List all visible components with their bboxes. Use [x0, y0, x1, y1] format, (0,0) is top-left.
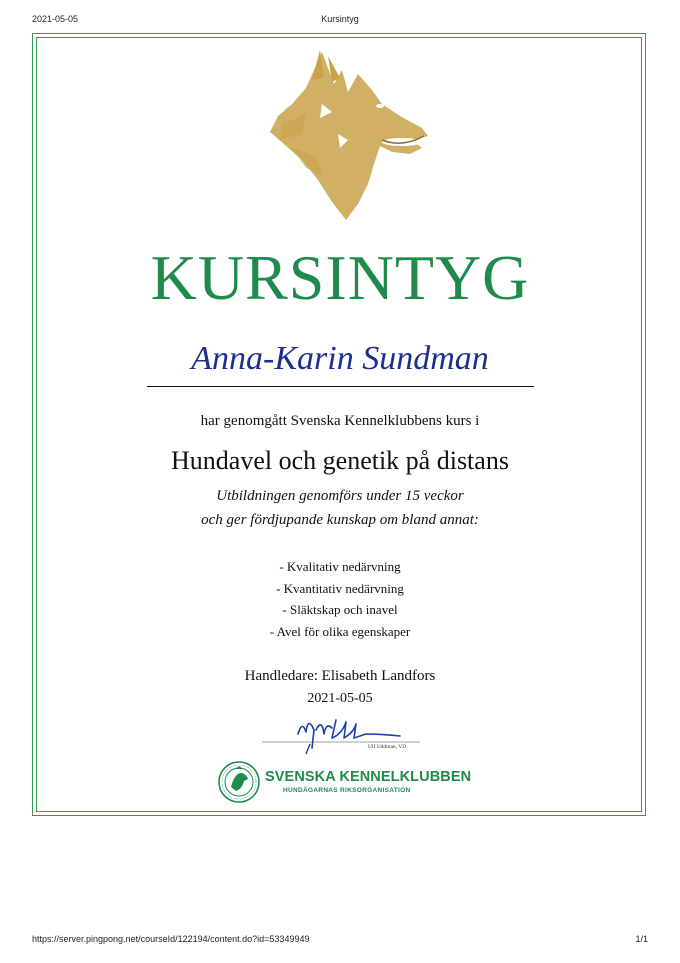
- name-underline: [147, 386, 534, 387]
- print-url: https://server.pingpong.net/courseId/122194/content.do?id=53349949: [32, 934, 310, 944]
- course-description-line: och ger fördjupande kunskap om bland annat:: [201, 512, 479, 528]
- recipient-name: Anna-Karin Sundman: [191, 340, 489, 377]
- topic-list: [0, 556, 680, 642]
- page-count: 1/1: [635, 934, 648, 944]
- topic-item: - Kvalitativ nedärvning: [279, 559, 401, 574]
- issue-date: 2021-05-05: [307, 691, 373, 706]
- topic-item: - Släktskap och inavel: [282, 602, 398, 617]
- organization-name: SVENSKA KENNELKLUBBEN: [265, 769, 472, 785]
- certificate-title: KURSINTYG: [150, 242, 530, 313]
- course-intro: har genomgått Svenska Kennelklubbens kurs i: [200, 413, 480, 429]
- supervisor: Handledare: Elisabeth Landfors: [244, 668, 436, 684]
- signer-name: Ulf Uddman, VD: [368, 744, 407, 750]
- print-date: 2021-05-05: [32, 14, 79, 24]
- print-footer: [0, 934, 680, 948]
- dog-head-illustration-icon: [262, 44, 432, 224]
- print-header: [0, 14, 680, 28]
- print-title: Kursintyg: [321, 14, 359, 24]
- course-description-line: Utbildningen genomförs under 15 veckor: [216, 488, 464, 504]
- kennel-club-seal-icon: [218, 761, 260, 803]
- topic-item: - Kvantitativ nedärvning: [276, 580, 404, 596]
- course-name: Hundavel och genetik på distans: [171, 446, 509, 475]
- organization-subtitle: HUNDÄGARNAS RIKSORGANISATION: [283, 787, 411, 794]
- topic-item: - Avel för olika egenskaper: [269, 623, 411, 639]
